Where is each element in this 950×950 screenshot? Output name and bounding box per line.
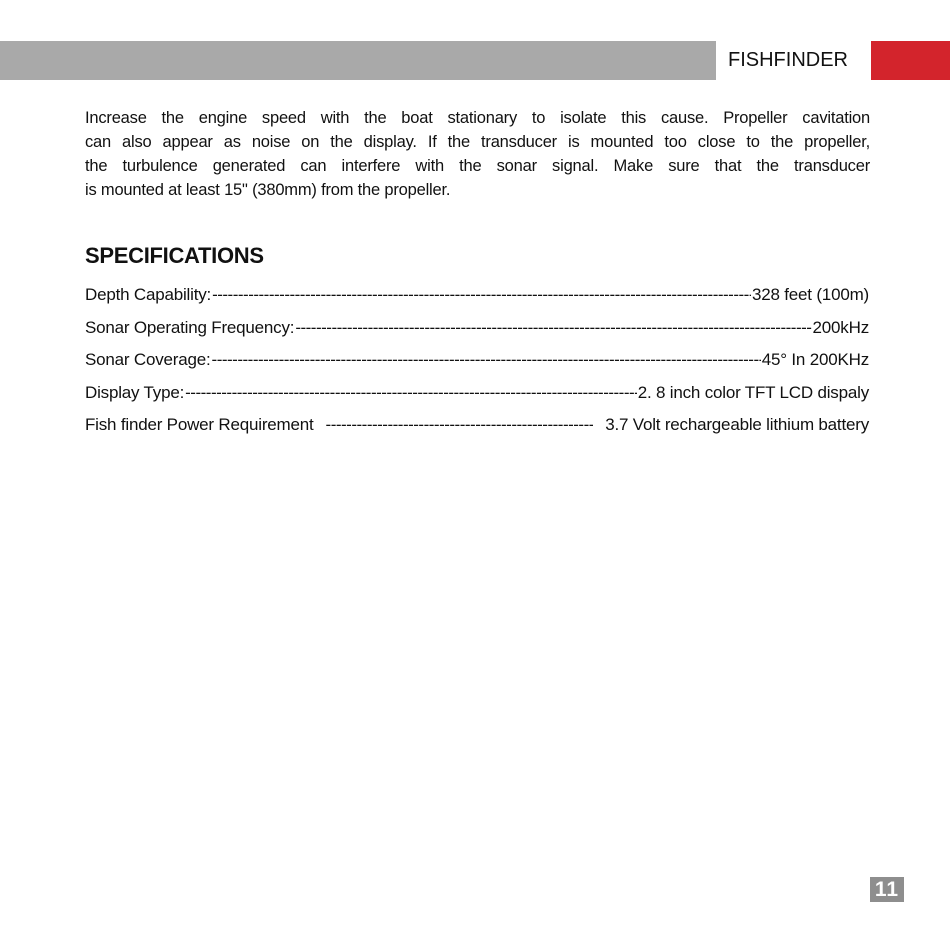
header-band <box>0 41 716 80</box>
intro-line: can also appear as noise on the display. If the transducer is mounted too close to the propeller, <box>85 133 870 151</box>
intro-line: is mounted at least 15" (380mm) from the propeller. <box>85 181 451 199</box>
spec-value: 45° In 200KHz <box>761 350 869 369</box>
spec-row-sonar-frequency <box>85 318 869 351</box>
spec-value: 200kHz <box>812 317 869 337</box>
spec-value: 328 feet (100m) <box>751 285 869 304</box>
intro-paragraph <box>85 106 870 202</box>
header-title: FISHFINDER <box>716 41 871 80</box>
spec-row-depth-capability <box>85 285 869 318</box>
spec-value: 3.7 Volt rechargeable lithium battery <box>605 415 869 434</box>
spec-label: Sonar Coverage: <box>85 350 211 369</box>
spec-dash-leader <box>212 285 751 305</box>
spec-dash-leader <box>212 350 761 370</box>
intro-line: the turbulence generated can interfere with the sonar signal. Make sure that the transducer <box>85 157 870 175</box>
spec-row-sonar-coverage <box>85 350 869 383</box>
spec-value: 2. 8 inch color TFT LCD dispaly <box>637 382 869 402</box>
spec-row-display-type <box>85 383 869 416</box>
intro-line: Increase the engine speed with the boat stationary to isolate this cause. Propeller cavitation <box>85 109 870 127</box>
page-number: 11 <box>870 877 904 902</box>
spec-dash-leader <box>185 383 637 403</box>
spec-label: Display Type: <box>85 382 185 402</box>
specifications-heading: SPECIFICATIONS <box>85 243 264 268</box>
spec-row-power-requirement <box>85 415 869 448</box>
header-accent-block <box>871 41 950 80</box>
specifications-list <box>85 285 869 448</box>
spec-label: Depth Capability: <box>85 285 212 304</box>
spec-label: Sonar Operating Frequency: <box>85 317 295 337</box>
spec-label: Fish finder Power Requirement <box>85 415 314 434</box>
spec-dash-leader <box>326 415 594 435</box>
spec-dash-leader <box>295 318 811 338</box>
